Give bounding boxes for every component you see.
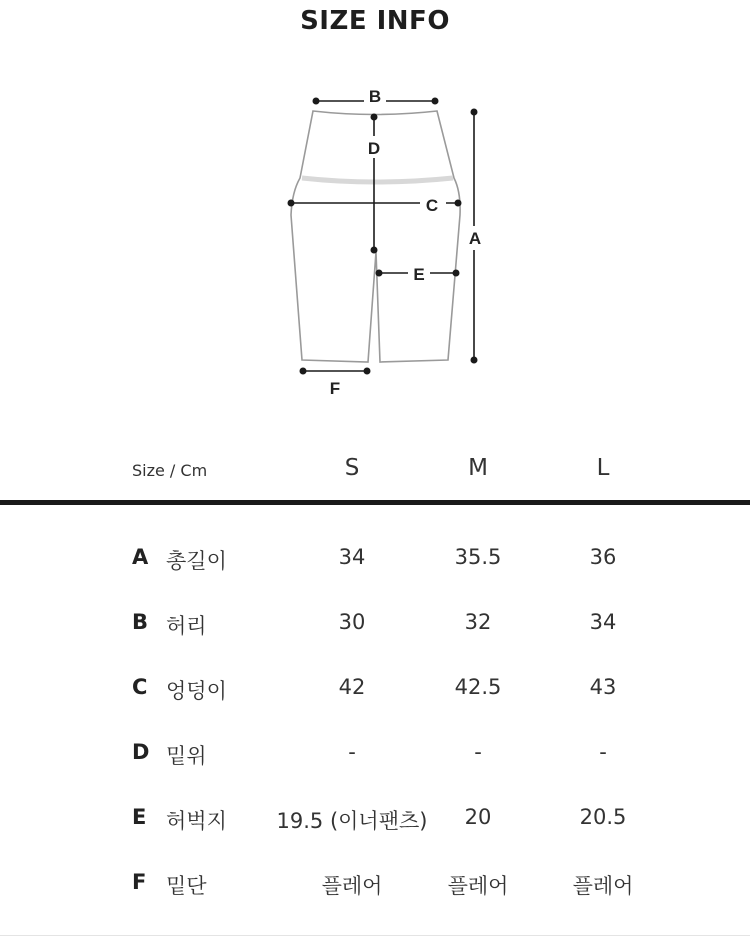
- cell-s: -: [348, 740, 356, 764]
- cell-m: 32: [464, 610, 492, 634]
- cell-l: -: [599, 740, 607, 764]
- table-row-b: [0, 608, 750, 638]
- row-name: 총길이: [166, 549, 227, 573]
- size-unit-label: Size / Cm: [132, 461, 208, 480]
- page-title: SIZE INFO: [300, 6, 450, 36]
- f-point-left: [300, 368, 307, 375]
- cell-l: 20.5: [579, 805, 627, 829]
- row-name: 허리: [166, 614, 207, 638]
- row-name: 허벅지: [166, 809, 227, 833]
- d-point-top: [371, 114, 378, 121]
- b-point-right: [432, 98, 439, 105]
- cell-s: 42: [338, 675, 366, 699]
- c-point-left: [288, 200, 295, 207]
- row-letter: C: [132, 675, 148, 699]
- size-header-l: L: [596, 455, 610, 481]
- waistband-seam: [302, 178, 453, 182]
- c-point-right: [455, 200, 462, 207]
- table-row-a: [0, 543, 750, 573]
- cell-m: -: [474, 740, 482, 764]
- e-point-left: [376, 270, 383, 277]
- header-divider: [0, 500, 750, 505]
- c-label: C: [425, 196, 439, 215]
- shorts-measurement-diagram: [0, 70, 750, 410]
- a-point-top: [471, 109, 478, 116]
- size-header-m: M: [468, 455, 488, 481]
- row-letter: D: [132, 740, 150, 764]
- d-label: D: [367, 139, 381, 158]
- cell-l: 43: [589, 675, 617, 699]
- cell-m: 플레어: [447, 874, 509, 898]
- cell-s: 플레어: [321, 874, 383, 898]
- b-label: B: [368, 87, 382, 106]
- table-row-e: [0, 803, 750, 833]
- row-name: 밑단: [166, 874, 207, 898]
- a-label: A: [468, 229, 482, 248]
- cell-l: 플레어: [572, 874, 634, 898]
- cell-l: 36: [589, 545, 617, 569]
- size-header-s: S: [344, 455, 360, 481]
- e-label: E: [413, 265, 425, 284]
- cell-s: 30: [338, 610, 366, 634]
- table-row-d: [0, 738, 750, 768]
- cell-m: 20: [464, 805, 492, 829]
- d-point-bottom: [371, 247, 378, 254]
- cell-l: 34: [589, 610, 617, 634]
- bottom-divider: [0, 935, 750, 936]
- f-label: F: [329, 379, 341, 398]
- row-letter: E: [132, 805, 147, 829]
- cell-m: 35.5: [454, 545, 502, 569]
- row-letter: B: [132, 610, 149, 634]
- cell-s: 34: [338, 545, 366, 569]
- table-row-f: [0, 868, 750, 898]
- f-point-right: [364, 368, 371, 375]
- e-point-right: [453, 270, 460, 277]
- row-letter: F: [132, 870, 147, 894]
- cell-m: 42.5: [454, 675, 502, 699]
- row-letter: A: [132, 545, 149, 569]
- row-name: 엉덩이: [166, 679, 227, 703]
- b-point-left: [313, 98, 320, 105]
- row-name: 밑위: [166, 744, 207, 768]
- a-point-bottom: [471, 357, 478, 364]
- cell-s: 19.5 (이너팬츠): [276, 809, 428, 833]
- table-row-c: [0, 673, 750, 703]
